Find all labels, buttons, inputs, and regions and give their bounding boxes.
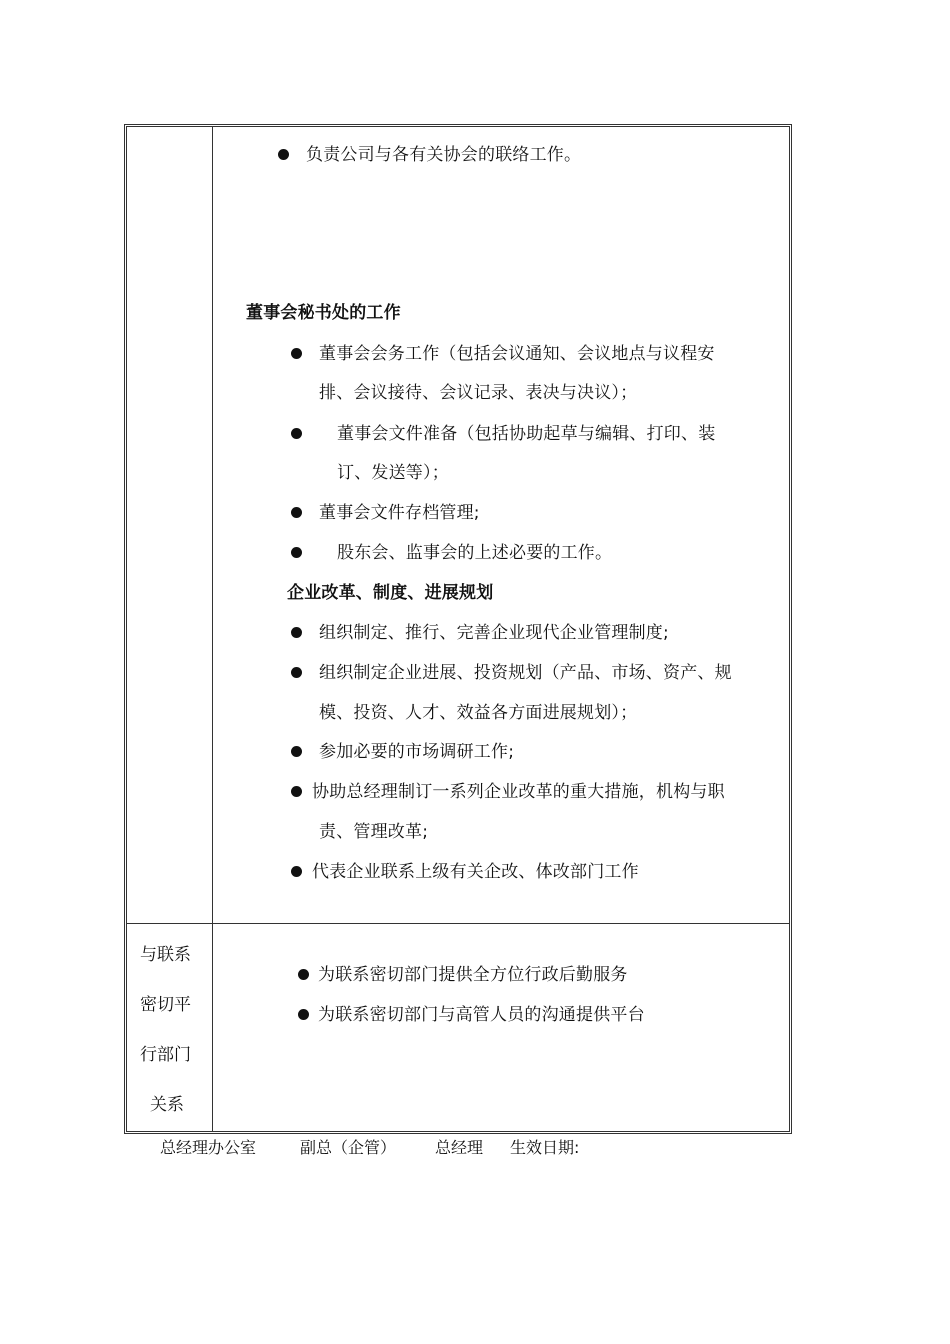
footer-gm: 总经理 xyxy=(435,1138,484,1157)
relations-label: 行部门 xyxy=(140,1045,191,1065)
footer-office: 总经理办公室 xyxy=(160,1138,257,1157)
board-item: 董事会会务工作（包括会议通知、会议地点与议程安 xyxy=(319,344,715,364)
bullet-icon xyxy=(291,746,302,757)
section-heading-reform: 企业改革、制度、进展规划 xyxy=(287,583,494,603)
reform-item-continued: 责、管理改革; xyxy=(319,822,429,842)
bullet-icon xyxy=(291,786,302,797)
relations-item: 为联系密切部门与高管人员的沟通提供平台 xyxy=(318,1005,645,1025)
row-divider xyxy=(127,923,789,924)
bullet-icon xyxy=(298,969,309,980)
bullet-icon xyxy=(278,149,289,160)
duty-item: 负责公司与各有关协会的联络工作。 xyxy=(306,145,582,165)
footer-effective-date: 生效日期: xyxy=(510,1138,580,1157)
relations-label: 与联系 xyxy=(140,945,191,965)
reform-item: 协助总经理制订一系列企业改革的重大措施，机构与职 xyxy=(312,782,725,802)
relations-item: 为联系密切部门提供全方位行政后勤服务 xyxy=(318,965,628,985)
bullet-icon xyxy=(291,667,302,678)
bullet-icon xyxy=(291,428,302,439)
board-item: 股东会、监事会的上述必要的工作。 xyxy=(337,543,613,563)
board-item: 董事会文件存档管理; xyxy=(319,503,480,523)
bullet-icon xyxy=(298,1009,309,1020)
board-item-continued: 排、会议接待、会议记录、表决与决议）； xyxy=(319,383,638,403)
board-item-continued: 订、发送等）； xyxy=(337,463,449,483)
reform-item: 组织制定企业进展、投资规划（产品、市场、资产、规 xyxy=(319,663,732,683)
section-heading-board: 董事会秘书处的工作 xyxy=(246,303,401,323)
reform-item: 代表企业联系上级有关企改、体改部门工作 xyxy=(312,862,639,882)
bullet-icon xyxy=(291,547,302,558)
bullet-icon xyxy=(291,627,302,638)
relations-label: 关系 xyxy=(150,1095,184,1115)
reform-item: 组织制定、推行、完善企业现代企业管理制度; xyxy=(319,623,669,643)
board-item: 董事会文件准备（包括协助起草与编辑、打印、装 xyxy=(337,424,716,444)
footer-vice: 副总（企管） xyxy=(300,1138,397,1157)
bullet-icon xyxy=(291,348,302,359)
relations-label: 密切平 xyxy=(140,995,191,1015)
column-divider xyxy=(212,127,213,1131)
reform-item: 参加必要的市场调研工作; xyxy=(319,742,515,762)
bullet-icon xyxy=(291,507,302,518)
reform-item-continued: 模、投资、人才、效益各方面进展规划）； xyxy=(319,703,638,723)
bullet-icon xyxy=(291,866,302,877)
